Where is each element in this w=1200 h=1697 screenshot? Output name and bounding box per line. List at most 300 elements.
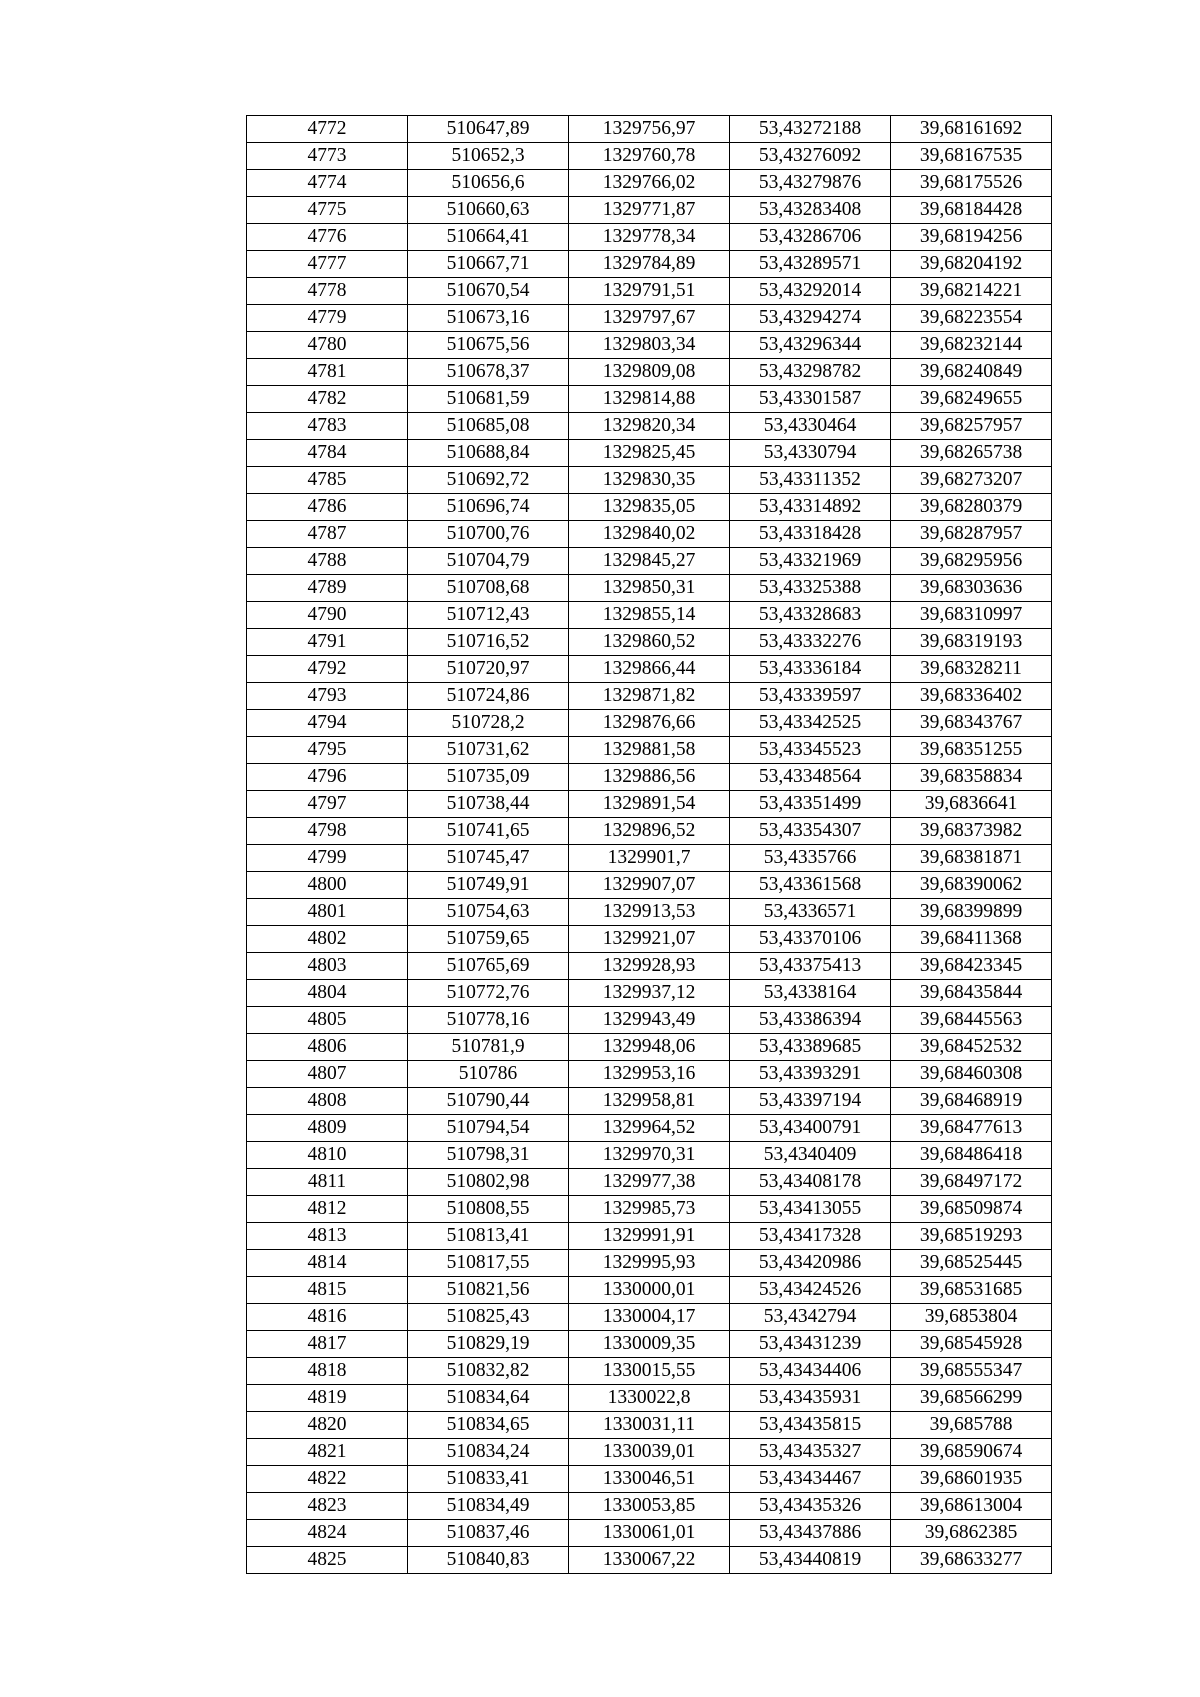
longitude-cell: 39,68336402 [891, 683, 1052, 710]
point-number-cell: 4796 [247, 764, 408, 791]
point-number-cell: 4802 [247, 926, 408, 953]
latitude-cell: 53,43328683 [730, 602, 891, 629]
y-coordinate-cell: 1329803,34 [569, 332, 730, 359]
longitude-cell: 39,6862385 [891, 1520, 1052, 1547]
y-coordinate-cell: 1330046,51 [569, 1466, 730, 1493]
table-row [247, 1196, 1052, 1223]
table-row [247, 224, 1052, 251]
table-row [247, 170, 1052, 197]
latitude-cell: 53,43370106 [730, 926, 891, 953]
point-number-cell: 4814 [247, 1250, 408, 1277]
latitude-cell: 53,43386394 [730, 1007, 891, 1034]
point-number-cell: 4813 [247, 1223, 408, 1250]
y-coordinate-cell: 1329928,93 [569, 953, 730, 980]
x-coordinate-cell: 510754,63 [408, 899, 569, 926]
y-coordinate-cell: 1329970,31 [569, 1142, 730, 1169]
longitude-cell: 39,68423345 [891, 953, 1052, 980]
point-number-cell: 4794 [247, 710, 408, 737]
coordinates-table-body [247, 116, 1052, 1574]
longitude-cell: 39,68343767 [891, 710, 1052, 737]
point-number-cell: 4789 [247, 575, 408, 602]
x-coordinate-cell: 510673,16 [408, 305, 569, 332]
x-coordinate-cell: 510670,54 [408, 278, 569, 305]
table-row [247, 1493, 1052, 1520]
latitude-cell: 53,43420986 [730, 1250, 891, 1277]
x-coordinate-cell: 510786 [408, 1061, 569, 1088]
latitude-cell: 53,4335766 [730, 845, 891, 872]
point-number-cell: 4793 [247, 683, 408, 710]
longitude-cell: 39,68351255 [891, 737, 1052, 764]
latitude-cell: 53,43332276 [730, 629, 891, 656]
longitude-cell: 39,68373982 [891, 818, 1052, 845]
point-number-cell: 4781 [247, 359, 408, 386]
y-coordinate-cell: 1329881,58 [569, 737, 730, 764]
x-coordinate-cell: 510778,16 [408, 1007, 569, 1034]
latitude-cell: 53,43292014 [730, 278, 891, 305]
point-number-cell: 4772 [247, 116, 408, 143]
y-coordinate-cell: 1329835,05 [569, 494, 730, 521]
table-row [247, 413, 1052, 440]
point-number-cell: 4807 [247, 1061, 408, 1088]
longitude-cell: 39,68194256 [891, 224, 1052, 251]
point-number-cell: 4777 [247, 251, 408, 278]
latitude-cell: 53,43279876 [730, 170, 891, 197]
longitude-cell: 39,68477613 [891, 1115, 1052, 1142]
table-row [247, 359, 1052, 386]
latitude-cell: 53,43276092 [730, 143, 891, 170]
point-number-cell: 4820 [247, 1412, 408, 1439]
point-number-cell: 4778 [247, 278, 408, 305]
table-row [247, 1466, 1052, 1493]
table-row [247, 1250, 1052, 1277]
point-number-cell: 4784 [247, 440, 408, 467]
table-row [247, 467, 1052, 494]
point-number-cell: 4782 [247, 386, 408, 413]
x-coordinate-cell: 510821,56 [408, 1277, 569, 1304]
x-coordinate-cell: 510675,56 [408, 332, 569, 359]
x-coordinate-cell: 510656,6 [408, 170, 569, 197]
y-coordinate-cell: 1329809,08 [569, 359, 730, 386]
y-coordinate-cell: 1329921,07 [569, 926, 730, 953]
longitude-cell: 39,68468919 [891, 1088, 1052, 1115]
y-coordinate-cell: 1329907,07 [569, 872, 730, 899]
y-coordinate-cell: 1329840,02 [569, 521, 730, 548]
table-row [247, 1385, 1052, 1412]
x-coordinate-cell: 510813,41 [408, 1223, 569, 1250]
latitude-cell: 53,43435931 [730, 1385, 891, 1412]
point-number-cell: 4806 [247, 1034, 408, 1061]
longitude-cell: 39,68601935 [891, 1466, 1052, 1493]
latitude-cell: 53,43283408 [730, 197, 891, 224]
latitude-cell: 53,43413055 [730, 1196, 891, 1223]
y-coordinate-cell: 1329948,06 [569, 1034, 730, 1061]
y-coordinate-cell: 1329985,73 [569, 1196, 730, 1223]
x-coordinate-cell: 510652,3 [408, 143, 569, 170]
point-number-cell: 4786 [247, 494, 408, 521]
longitude-cell: 39,68310997 [891, 602, 1052, 629]
point-number-cell: 4788 [247, 548, 408, 575]
y-coordinate-cell: 1329964,52 [569, 1115, 730, 1142]
x-coordinate-cell: 510692,72 [408, 467, 569, 494]
y-coordinate-cell: 1329991,91 [569, 1223, 730, 1250]
x-coordinate-cell: 510741,65 [408, 818, 569, 845]
x-coordinate-cell: 510720,97 [408, 656, 569, 683]
longitude-cell: 39,68390062 [891, 872, 1052, 899]
point-number-cell: 4801 [247, 899, 408, 926]
longitude-cell: 39,68545928 [891, 1331, 1052, 1358]
longitude-cell: 39,68319193 [891, 629, 1052, 656]
x-coordinate-cell: 510833,41 [408, 1466, 569, 1493]
latitude-cell: 53,43318428 [730, 521, 891, 548]
longitude-cell: 39,68184428 [891, 197, 1052, 224]
longitude-cell: 39,68452532 [891, 1034, 1052, 1061]
table-row [247, 1088, 1052, 1115]
latitude-cell: 53,43339597 [730, 683, 891, 710]
latitude-cell: 53,43321969 [730, 548, 891, 575]
point-number-cell: 4800 [247, 872, 408, 899]
latitude-cell: 53,43345523 [730, 737, 891, 764]
latitude-cell: 53,43397194 [730, 1088, 891, 1115]
longitude-cell: 39,68555347 [891, 1358, 1052, 1385]
longitude-cell: 39,68273207 [891, 467, 1052, 494]
latitude-cell: 53,43435326 [730, 1493, 891, 1520]
y-coordinate-cell: 1329937,12 [569, 980, 730, 1007]
y-coordinate-cell: 1329814,88 [569, 386, 730, 413]
latitude-cell: 53,43296344 [730, 332, 891, 359]
longitude-cell: 39,685788 [891, 1412, 1052, 1439]
latitude-cell: 53,43342525 [730, 710, 891, 737]
point-number-cell: 4815 [247, 1277, 408, 1304]
y-coordinate-cell: 1330015,55 [569, 1358, 730, 1385]
y-coordinate-cell: 1330039,01 [569, 1439, 730, 1466]
point-number-cell: 4780 [247, 332, 408, 359]
latitude-cell: 53,43424526 [730, 1277, 891, 1304]
longitude-cell: 39,68265738 [891, 440, 1052, 467]
longitude-cell: 39,68411368 [891, 926, 1052, 953]
latitude-cell: 53,43437886 [730, 1520, 891, 1547]
longitude-cell: 39,68381871 [891, 845, 1052, 872]
table-row [247, 737, 1052, 764]
longitude-cell: 39,68223554 [891, 305, 1052, 332]
longitude-cell: 39,68519293 [891, 1223, 1052, 1250]
latitude-cell: 53,4330794 [730, 440, 891, 467]
point-number-cell: 4809 [247, 1115, 408, 1142]
y-coordinate-cell: 1330061,01 [569, 1520, 730, 1547]
table-row [247, 1358, 1052, 1385]
table-row [247, 521, 1052, 548]
table-row [247, 1331, 1052, 1358]
table-row [247, 251, 1052, 278]
point-number-cell: 4787 [247, 521, 408, 548]
y-coordinate-cell: 1329977,38 [569, 1169, 730, 1196]
longitude-cell: 39,68214221 [891, 278, 1052, 305]
point-number-cell: 4819 [247, 1385, 408, 1412]
table-row [247, 1061, 1052, 1088]
latitude-cell: 53,43351499 [730, 791, 891, 818]
point-number-cell: 4823 [247, 1493, 408, 1520]
y-coordinate-cell: 1329845,27 [569, 548, 730, 575]
table-row [247, 1007, 1052, 1034]
longitude-cell: 39,68358834 [891, 764, 1052, 791]
longitude-cell: 39,68295956 [891, 548, 1052, 575]
latitude-cell: 53,43431239 [730, 1331, 891, 1358]
x-coordinate-cell: 510667,71 [408, 251, 569, 278]
point-number-cell: 4811 [247, 1169, 408, 1196]
longitude-cell: 39,68240849 [891, 359, 1052, 386]
table-row [247, 791, 1052, 818]
table-row [247, 1277, 1052, 1304]
x-coordinate-cell: 510728,2 [408, 710, 569, 737]
x-coordinate-cell: 510647,89 [408, 116, 569, 143]
point-number-cell: 4817 [247, 1331, 408, 1358]
table-row [247, 1520, 1052, 1547]
latitude-cell: 53,43435815 [730, 1412, 891, 1439]
y-coordinate-cell: 1329886,56 [569, 764, 730, 791]
longitude-cell: 39,68328211 [891, 656, 1052, 683]
y-coordinate-cell: 1329876,66 [569, 710, 730, 737]
x-coordinate-cell: 510834,65 [408, 1412, 569, 1439]
table-row [247, 899, 1052, 926]
table-row [247, 116, 1052, 143]
table-row [247, 953, 1052, 980]
y-coordinate-cell: 1329943,49 [569, 1007, 730, 1034]
latitude-cell: 53,43434406 [730, 1358, 891, 1385]
latitude-cell: 53,43298782 [730, 359, 891, 386]
longitude-cell: 39,68303636 [891, 575, 1052, 602]
latitude-cell: 53,43361568 [730, 872, 891, 899]
y-coordinate-cell: 1329784,89 [569, 251, 730, 278]
point-number-cell: 4775 [247, 197, 408, 224]
latitude-cell: 53,43272188 [730, 116, 891, 143]
longitude-cell: 39,68531685 [891, 1277, 1052, 1304]
latitude-cell: 53,43286706 [730, 224, 891, 251]
latitude-cell: 53,43301587 [730, 386, 891, 413]
table-row [247, 683, 1052, 710]
latitude-cell: 53,4330464 [730, 413, 891, 440]
point-number-cell: 4792 [247, 656, 408, 683]
y-coordinate-cell: 1329771,87 [569, 197, 730, 224]
latitude-cell: 53,43311352 [730, 467, 891, 494]
x-coordinate-cell: 510794,54 [408, 1115, 569, 1142]
x-coordinate-cell: 510716,52 [408, 629, 569, 656]
longitude-cell: 39,68509874 [891, 1196, 1052, 1223]
longitude-cell: 39,68249655 [891, 386, 1052, 413]
x-coordinate-cell: 510834,24 [408, 1439, 569, 1466]
longitude-cell: 39,68590674 [891, 1439, 1052, 1466]
point-number-cell: 4791 [247, 629, 408, 656]
y-coordinate-cell: 1329830,35 [569, 467, 730, 494]
y-coordinate-cell: 1330031,11 [569, 1412, 730, 1439]
x-coordinate-cell: 510772,76 [408, 980, 569, 1007]
point-number-cell: 4822 [247, 1466, 408, 1493]
latitude-cell: 53,43294274 [730, 305, 891, 332]
point-number-cell: 4799 [247, 845, 408, 872]
x-coordinate-cell: 510798,31 [408, 1142, 569, 1169]
x-coordinate-cell: 510660,63 [408, 197, 569, 224]
y-coordinate-cell: 1329797,67 [569, 305, 730, 332]
point-number-cell: 4818 [247, 1358, 408, 1385]
longitude-cell: 39,6853804 [891, 1304, 1052, 1331]
point-number-cell: 4798 [247, 818, 408, 845]
x-coordinate-cell: 510781,9 [408, 1034, 569, 1061]
latitude-cell: 53,43393291 [730, 1061, 891, 1088]
x-coordinate-cell: 510738,44 [408, 791, 569, 818]
table-row [247, 980, 1052, 1007]
point-number-cell: 4797 [247, 791, 408, 818]
x-coordinate-cell: 510704,79 [408, 548, 569, 575]
point-number-cell: 4795 [247, 737, 408, 764]
table-row [247, 1223, 1052, 1250]
latitude-cell: 53,43375413 [730, 953, 891, 980]
x-coordinate-cell: 510735,09 [408, 764, 569, 791]
longitude-cell: 39,68445563 [891, 1007, 1052, 1034]
table-row [247, 305, 1052, 332]
table-row [247, 926, 1052, 953]
table-row [247, 656, 1052, 683]
y-coordinate-cell: 1329760,78 [569, 143, 730, 170]
longitude-cell: 39,68204192 [891, 251, 1052, 278]
y-coordinate-cell: 1329871,82 [569, 683, 730, 710]
table-row [247, 1115, 1052, 1142]
x-coordinate-cell: 510834,49 [408, 1493, 569, 1520]
y-coordinate-cell: 1330000,01 [569, 1277, 730, 1304]
longitude-cell: 39,68435844 [891, 980, 1052, 1007]
y-coordinate-cell: 1329855,14 [569, 602, 730, 629]
latitude-cell: 53,43400791 [730, 1115, 891, 1142]
table-row [247, 1304, 1052, 1331]
x-coordinate-cell: 510802,98 [408, 1169, 569, 1196]
latitude-cell: 53,43336184 [730, 656, 891, 683]
latitude-cell: 53,43348564 [730, 764, 891, 791]
y-coordinate-cell: 1329860,52 [569, 629, 730, 656]
latitude-cell: 53,4340409 [730, 1142, 891, 1169]
y-coordinate-cell: 1329953,16 [569, 1061, 730, 1088]
point-number-cell: 4810 [247, 1142, 408, 1169]
x-coordinate-cell: 510790,44 [408, 1088, 569, 1115]
y-coordinate-cell: 1329756,97 [569, 116, 730, 143]
coordinates-table [246, 115, 1052, 1574]
table-row [247, 197, 1052, 224]
x-coordinate-cell: 510724,86 [408, 683, 569, 710]
point-number-cell: 4824 [247, 1520, 408, 1547]
table-row [247, 575, 1052, 602]
latitude-cell: 53,4338164 [730, 980, 891, 1007]
x-coordinate-cell: 510700,76 [408, 521, 569, 548]
longitude-cell: 39,68280379 [891, 494, 1052, 521]
table-row [247, 1547, 1052, 1574]
y-coordinate-cell: 1329891,54 [569, 791, 730, 818]
y-coordinate-cell: 1330022,8 [569, 1385, 730, 1412]
point-number-cell: 4783 [247, 413, 408, 440]
table-row [247, 1439, 1052, 1466]
latitude-cell: 53,43440819 [730, 1547, 891, 1574]
latitude-cell: 53,43435327 [730, 1439, 891, 1466]
y-coordinate-cell: 1330067,22 [569, 1547, 730, 1574]
table-row [247, 764, 1052, 791]
y-coordinate-cell: 1329778,34 [569, 224, 730, 251]
table-row [247, 1034, 1052, 1061]
point-number-cell: 4779 [247, 305, 408, 332]
point-number-cell: 4805 [247, 1007, 408, 1034]
table-row [247, 710, 1052, 737]
latitude-cell: 53,4342794 [730, 1304, 891, 1331]
table-row [247, 440, 1052, 467]
point-number-cell: 4812 [247, 1196, 408, 1223]
y-coordinate-cell: 1329850,31 [569, 575, 730, 602]
latitude-cell: 53,43325388 [730, 575, 891, 602]
longitude-cell: 39,68399899 [891, 899, 1052, 926]
longitude-cell: 39,68167535 [891, 143, 1052, 170]
latitude-cell: 53,43354307 [730, 818, 891, 845]
y-coordinate-cell: 1329825,45 [569, 440, 730, 467]
latitude-cell: 53,43417328 [730, 1223, 891, 1250]
point-number-cell: 4821 [247, 1439, 408, 1466]
x-coordinate-cell: 510678,37 [408, 359, 569, 386]
table-row [247, 278, 1052, 305]
table-row [247, 872, 1052, 899]
x-coordinate-cell: 510759,65 [408, 926, 569, 953]
point-number-cell: 4774 [247, 170, 408, 197]
table-row [247, 602, 1052, 629]
longitude-cell: 39,68175526 [891, 170, 1052, 197]
table-row [247, 1142, 1052, 1169]
y-coordinate-cell: 1329791,51 [569, 278, 730, 305]
point-number-cell: 4808 [247, 1088, 408, 1115]
x-coordinate-cell: 510731,62 [408, 737, 569, 764]
longitude-cell: 39,68161692 [891, 116, 1052, 143]
x-coordinate-cell: 510685,08 [408, 413, 569, 440]
x-coordinate-cell: 510808,55 [408, 1196, 569, 1223]
x-coordinate-cell: 510749,91 [408, 872, 569, 899]
x-coordinate-cell: 510688,84 [408, 440, 569, 467]
x-coordinate-cell: 510765,69 [408, 953, 569, 980]
longitude-cell: 39,68287957 [891, 521, 1052, 548]
longitude-cell: 39,68257957 [891, 413, 1052, 440]
x-coordinate-cell: 510837,46 [408, 1520, 569, 1547]
x-coordinate-cell: 510832,82 [408, 1358, 569, 1385]
latitude-cell: 53,43389685 [730, 1034, 891, 1061]
latitude-cell: 53,43408178 [730, 1169, 891, 1196]
x-coordinate-cell: 510696,74 [408, 494, 569, 521]
x-coordinate-cell: 510840,83 [408, 1547, 569, 1574]
table-row [247, 629, 1052, 656]
table-row [247, 845, 1052, 872]
point-number-cell: 4816 [247, 1304, 408, 1331]
point-number-cell: 4790 [247, 602, 408, 629]
table-row [247, 1412, 1052, 1439]
y-coordinate-cell: 1329901,7 [569, 845, 730, 872]
y-coordinate-cell: 1330053,85 [569, 1493, 730, 1520]
table-row [247, 143, 1052, 170]
latitude-cell: 53,43314892 [730, 494, 891, 521]
longitude-cell: 39,68566299 [891, 1385, 1052, 1412]
x-coordinate-cell: 510745,47 [408, 845, 569, 872]
y-coordinate-cell: 1330004,17 [569, 1304, 730, 1331]
longitude-cell: 39,68486418 [891, 1142, 1052, 1169]
point-number-cell: 4785 [247, 467, 408, 494]
table-row [247, 818, 1052, 845]
x-coordinate-cell: 510825,43 [408, 1304, 569, 1331]
longitude-cell: 39,68232144 [891, 332, 1052, 359]
y-coordinate-cell: 1330009,35 [569, 1331, 730, 1358]
latitude-cell: 53,4336571 [730, 899, 891, 926]
y-coordinate-cell: 1329995,93 [569, 1250, 730, 1277]
point-number-cell: 4825 [247, 1547, 408, 1574]
x-coordinate-cell: 510829,19 [408, 1331, 569, 1358]
longitude-cell: 39,68633277 [891, 1547, 1052, 1574]
longitude-cell: 39,68497172 [891, 1169, 1052, 1196]
table-row [247, 386, 1052, 413]
